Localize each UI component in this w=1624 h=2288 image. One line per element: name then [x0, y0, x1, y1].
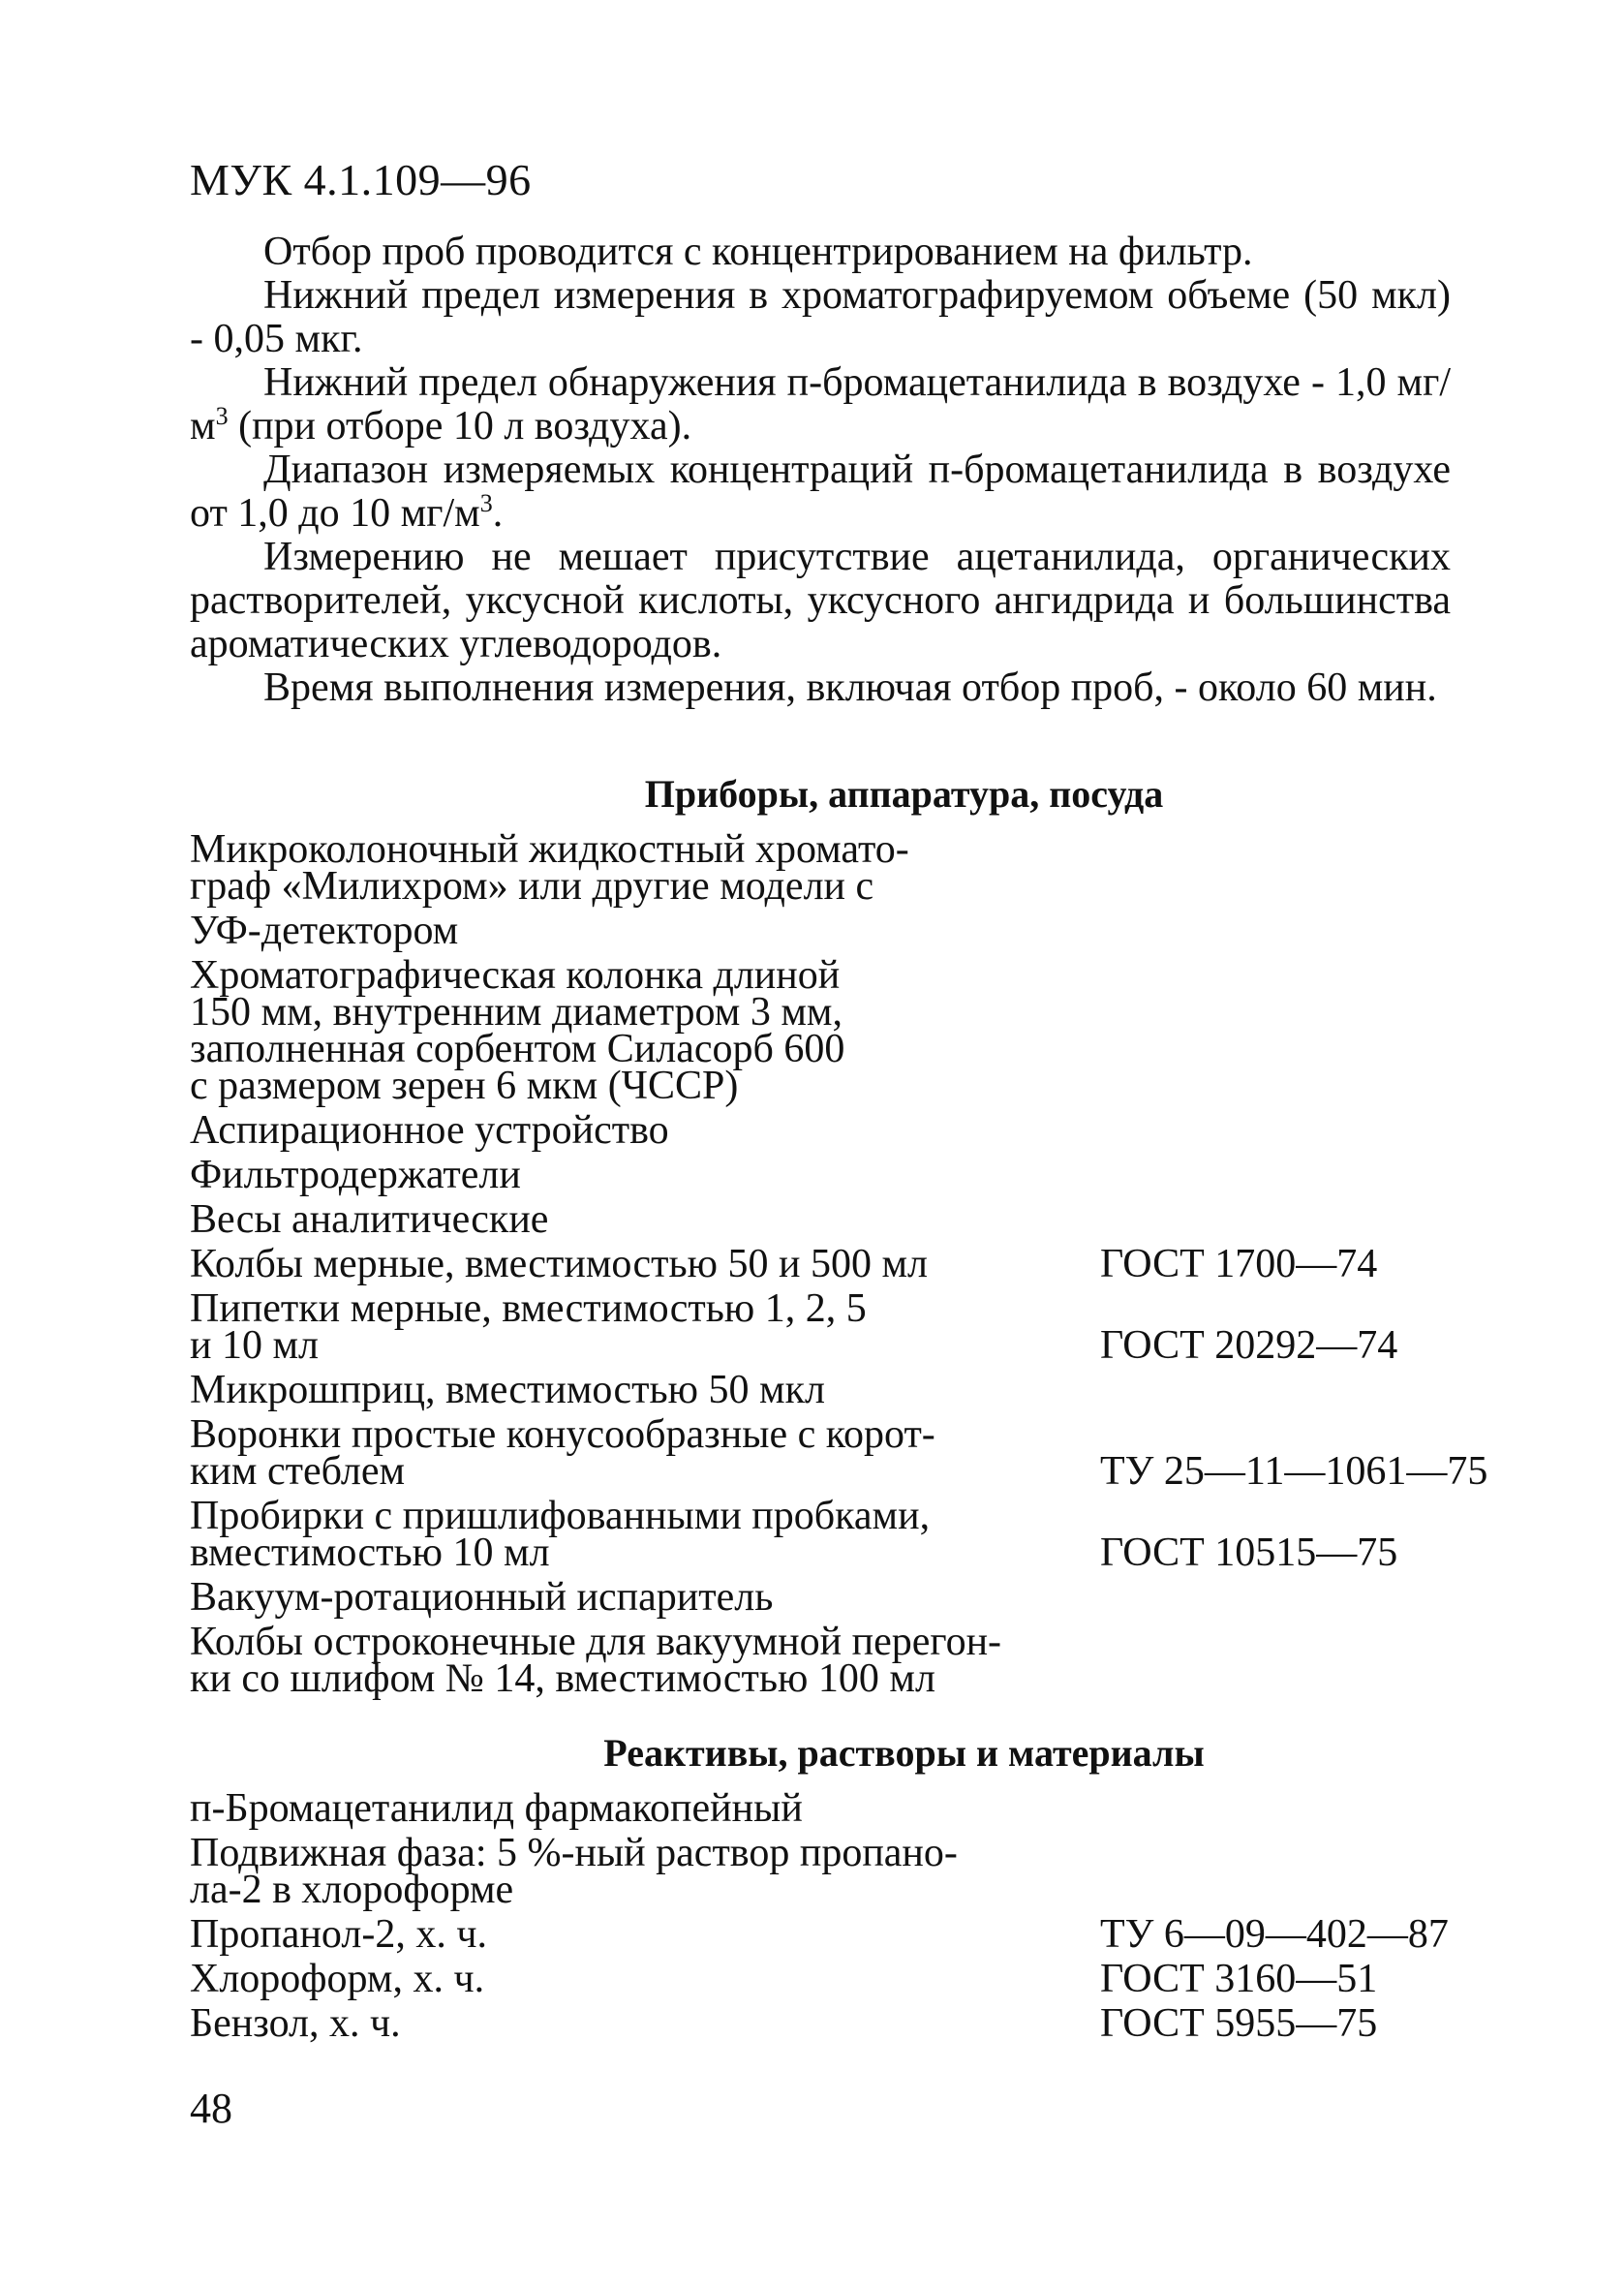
list-item — [190, 1286, 1468, 1368]
paragraph-text: Отбор проб проводится с концентрированием на фильтр. — [263, 230, 1253, 274]
intro-paragraph — [190, 274, 1451, 361]
document-header: МУК 4.1.109—96 — [190, 155, 532, 204]
paragraph-tail: . — [492, 491, 504, 536]
superscript: 3 — [215, 402, 229, 430]
item-name: УФ-детектором — [190, 909, 459, 953]
item-standard: ГОСТ 10515—75 — [1100, 1530, 1398, 1575]
item-name: Аспирационное устройство — [190, 1108, 669, 1153]
intro-text — [190, 231, 1451, 710]
list-item — [190, 1912, 1468, 1957]
item-name: Пропанол-2, х. ч. — [190, 1912, 487, 1957]
item-name: Хроматографическая колонка длиной 150 мм, внутренним диаметром 3 мм, заполненная сорбентом Силасорб 600 с размером зерен 6 мкм (ЧССР) — [190, 953, 845, 1108]
list-item — [190, 1108, 1468, 1153]
paragraph-text: Нижний предел обнаружения п-бромацетанилида в воздухе - 1,0 мг/м — [190, 360, 1451, 448]
section-title-reagents: Реактивы, растворы и материалы — [603, 1731, 1205, 1775]
equipment-list — [190, 827, 1488, 1705]
item-standard: ГОСТ 20292—74 — [1100, 1323, 1398, 1368]
item-name: Колбы мерные, вместимостью 50 и 500 мл — [190, 1242, 928, 1286]
item-name: Подвижная фаза: 5 %-ный раствор пропано- ла-2 в хлороформе — [190, 1831, 958, 1912]
item-standard: ГОСТ 1700—74 — [1100, 1242, 1378, 1286]
item-name: Хлороформ, х. ч. — [190, 1957, 485, 2001]
section-title-equipment: Приборы, аппаратура, посуда — [644, 772, 1164, 816]
list-item — [190, 953, 1468, 1108]
superscript: 3 — [479, 489, 493, 517]
item-name: Бензол, х. ч. — [190, 2001, 401, 2046]
item-standard: ГОСТ 5955—75 — [1100, 2001, 1378, 2046]
item-standard: ТУ 6—09—402—87 — [1100, 1912, 1449, 1957]
list-item — [190, 1153, 1468, 1197]
page-number: 48 — [190, 2085, 232, 2132]
intro-paragraph — [190, 361, 1451, 448]
item-standard: ТУ 25—11—1061—75 — [1100, 1449, 1488, 1494]
item-name: п-Бромацетанилид фармакопейный — [190, 1786, 803, 1831]
paragraph-text: Время выполнения измерения, включая отбор проб, - около 60 мин. — [263, 665, 1437, 710]
list-item — [190, 1197, 1468, 1242]
paragraph-text: Диапазон измеряемых концентраций п-бромацетанилида в воздухе от 1,0 до 10 мг/м — [190, 448, 1451, 536]
item-name: Пипетки мерные, вместимостью 1, 2, 5 и 10 мл — [190, 1286, 867, 1368]
paragraph-text: Измерению не мешает присутствие ацетанилида, органических растворителей, уксусной кислоты, уксусного ангидрида и большинства ароматических углеводородов. — [190, 535, 1451, 666]
paragraph-text: Нижний предел измерения в хроматографируемом объеме (50 мкл) - 0,05 мкг. — [190, 273, 1451, 361]
item-name: Вакуум-ротационный испаритель — [190, 1575, 774, 1620]
list-item — [190, 1831, 1468, 1912]
intro-paragraph — [190, 666, 1451, 710]
reagents-list — [190, 1786, 1468, 2050]
item-name: Пробирки с пришлифованными пробками, вместимостью 10 мл — [190, 1494, 931, 1575]
item-standard: ГОСТ 3160—51 — [1100, 1957, 1378, 2001]
list-item — [190, 1494, 1468, 1575]
intro-paragraph — [190, 448, 1451, 536]
list-item — [190, 827, 1468, 909]
item-name: Микрошприц, вместимостью 50 мкл — [190, 1368, 825, 1412]
item-name: Колбы остроконечные для вакуумной перегон- ки со шлифом № 14, вместимостью 100 мл — [190, 1620, 1002, 1701]
list-item — [190, 1575, 1468, 1620]
list-item — [190, 1957, 1468, 2001]
item-name: Весы аналитические — [190, 1197, 549, 1242]
intro-paragraph — [190, 231, 1451, 274]
intro-paragraph — [190, 536, 1451, 666]
item-name: Воронки простые конусообразные с корот- ким стеблем — [190, 1412, 935, 1494]
list-item — [190, 2001, 1468, 2046]
list-item — [190, 909, 1468, 953]
list-item — [190, 1412, 1488, 1494]
list-item — [190, 1368, 1468, 1412]
paragraph-tail: (при отборе 10 л воздуха). — [228, 404, 692, 448]
item-name: Фильтродержатели — [190, 1153, 521, 1197]
item-name: Микроколоночный жидкостный хромато- граф «Милихром» или другие модели с — [190, 827, 909, 909]
list-item — [190, 1620, 1468, 1701]
list-item — [190, 1786, 1468, 1831]
list-item — [190, 1242, 1468, 1286]
